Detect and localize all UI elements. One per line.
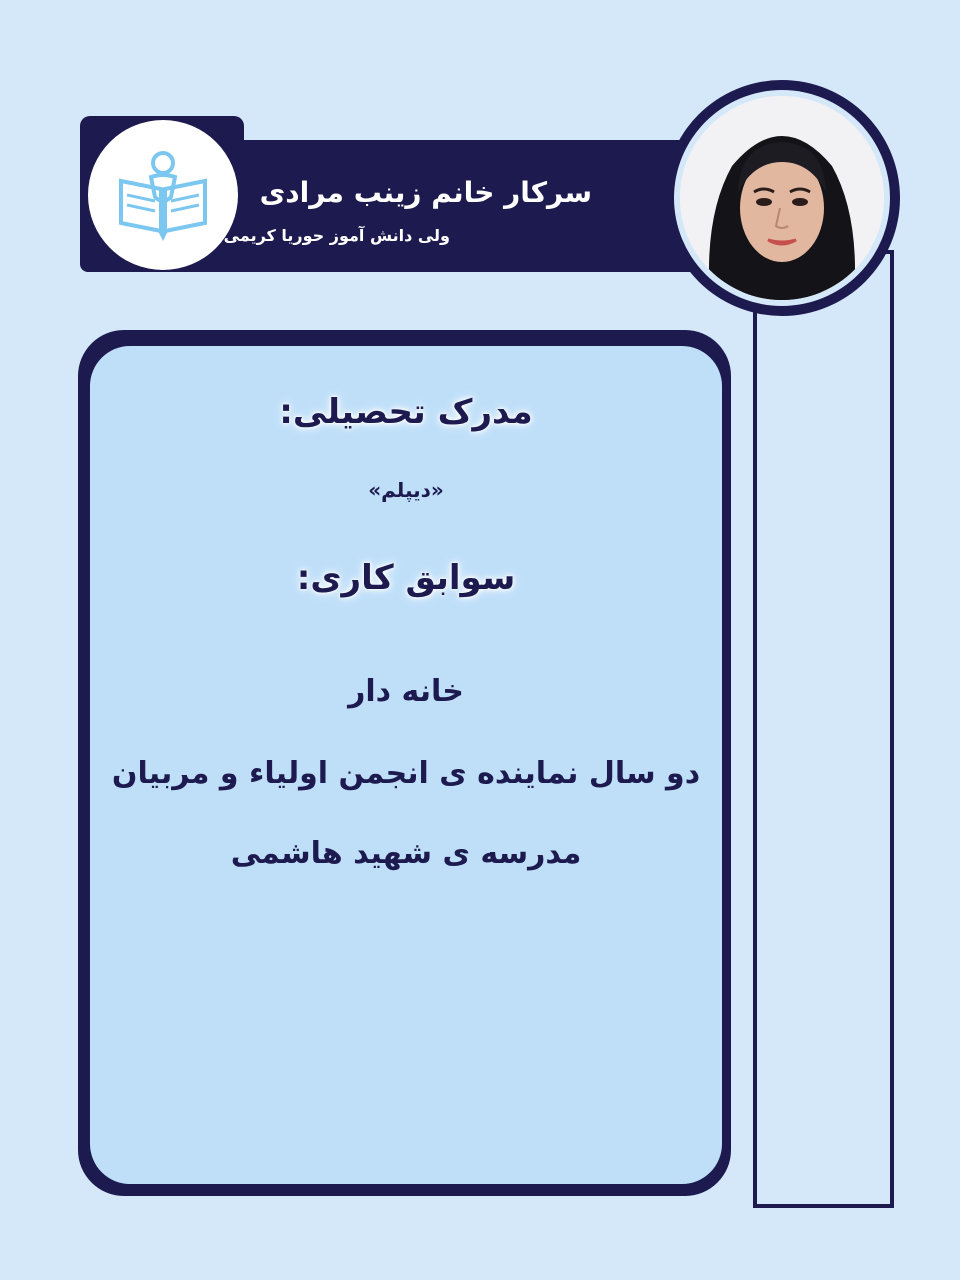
- experience-heading: سوابق کاری:: [296, 558, 516, 598]
- experience-line: خانه دار: [348, 674, 464, 709]
- logo-badge: [88, 120, 238, 270]
- person-role: ولی دانش آموز حوریا کریمی: [223, 226, 450, 245]
- person-name: سرکار خانم زینب مرادی: [259, 176, 592, 209]
- experience-line: دو سال نماینده ی انجمن اولیاء و مربیان: [111, 756, 701, 791]
- education-book-logo-icon: [113, 145, 213, 245]
- education-heading: مدرک تحصیلی:: [279, 392, 533, 432]
- education-value: «دیپلم»: [368, 478, 444, 502]
- portrait-photo: [680, 96, 884, 300]
- side-strip: [753, 250, 894, 1208]
- experience-line: مدرسه ی شهید هاشمی: [230, 836, 582, 871]
